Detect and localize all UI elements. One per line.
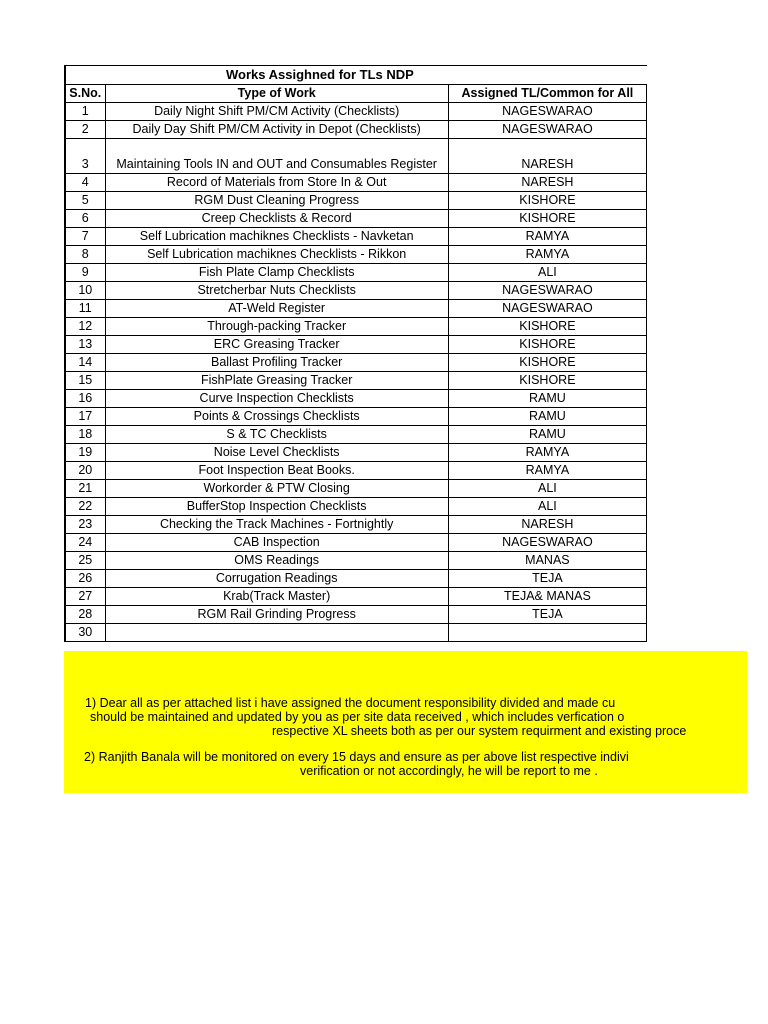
row-assigned-tl-cell: NAGESWARAO bbox=[448, 103, 646, 121]
row-sno-cell: 28 bbox=[65, 606, 105, 624]
table-row bbox=[65, 282, 647, 300]
table-row bbox=[65, 354, 647, 372]
row-work-cell: Curve Inspection Checklists bbox=[105, 390, 448, 408]
row-assigned-tl-cell: NARESH bbox=[448, 174, 646, 192]
table-row bbox=[65, 552, 647, 570]
row-assigned-tl-cell: KISHORE bbox=[448, 318, 646, 336]
row-sno-cell: 12 bbox=[65, 318, 105, 336]
row-work-cell: AT-Weld Register bbox=[105, 300, 448, 318]
row-assigned-tl-cell: KISHORE bbox=[448, 210, 646, 228]
row-assigned-tl-cell: TEJA bbox=[448, 606, 646, 624]
row-sno-cell: 30 bbox=[65, 624, 105, 642]
row-sno-cell: 16 bbox=[65, 390, 105, 408]
row-work-cell: Daily Day Shift PM/CM Activity in Depot (Checklists) bbox=[105, 121, 448, 139]
table-row bbox=[65, 462, 647, 480]
table-row bbox=[65, 103, 647, 121]
table-row bbox=[65, 139, 647, 174]
row-sno-cell: 17 bbox=[65, 408, 105, 426]
row-sno-cell: 10 bbox=[65, 282, 105, 300]
row-sno-cell: 4 bbox=[65, 174, 105, 192]
row-sno-cell: 14 bbox=[65, 354, 105, 372]
row-sno-cell: 8 bbox=[65, 246, 105, 264]
row-work-cell: RGM Dust Cleaning Progress bbox=[105, 192, 448, 210]
table-row bbox=[65, 210, 647, 228]
row-work-cell: Fish Plate Clamp Checklists bbox=[105, 264, 448, 282]
assignment-table bbox=[64, 65, 647, 642]
table-row bbox=[65, 121, 647, 139]
table-row bbox=[65, 498, 647, 516]
row-work-cell bbox=[105, 624, 448, 642]
row-assigned-tl-cell: ALI bbox=[448, 480, 646, 498]
sheet-title: Works Assighned for TLs NDP bbox=[226, 67, 414, 82]
row-sno-cell: 27 bbox=[65, 588, 105, 606]
row-assigned-tl-cell: RAMU bbox=[448, 408, 646, 426]
note-1-line-1: 1) Dear all as per attached list i have assigned the document responsibility divided and made cu bbox=[85, 696, 616, 710]
row-work-cell: OMS Readings bbox=[105, 552, 448, 570]
table-row bbox=[65, 516, 647, 534]
row-sno-cell: 11 bbox=[65, 300, 105, 318]
row-assigned-tl-cell: RAMYA bbox=[448, 228, 646, 246]
row-sno-cell: 24 bbox=[65, 534, 105, 552]
row-work-cell: Creep Checklists & Record bbox=[105, 210, 448, 228]
row-assigned-tl-cell: MANAS bbox=[448, 552, 646, 570]
row-assigned-tl-cell: RAMU bbox=[448, 426, 646, 444]
row-sno-cell: 21 bbox=[65, 480, 105, 498]
row-assigned-tl-cell bbox=[448, 624, 646, 642]
row-work-cell: Ballast Profiling Tracker bbox=[105, 354, 448, 372]
title-row bbox=[65, 66, 647, 85]
sheet-title-cell bbox=[65, 66, 647, 85]
row-sno-cell: 9 bbox=[65, 264, 105, 282]
row-work-cell: Points & Crossings Checklists bbox=[105, 408, 448, 426]
row-work-cell: CAB Inspection bbox=[105, 534, 448, 552]
note-1-line-3: respective XL sheets both as per our system requirment and existing proce bbox=[272, 724, 687, 738]
table-row bbox=[65, 390, 647, 408]
row-work-cell: Through-packing Tracker bbox=[105, 318, 448, 336]
row-assigned-tl-cell: TEJA& MANAS bbox=[448, 588, 646, 606]
row-assigned-tl-cell: NAGESWARAO bbox=[448, 121, 646, 139]
table-row bbox=[65, 606, 647, 624]
note-1-line-2: should be maintained and updated by you as per site data received , which includes verfication o bbox=[90, 710, 625, 724]
row-sno-cell: 1 bbox=[65, 103, 105, 121]
table-row bbox=[65, 300, 647, 318]
header-sno: S.No. bbox=[65, 85, 105, 103]
note-2-line-2: verification or not accordingly, he will be report to me . bbox=[300, 764, 598, 778]
table-row bbox=[65, 534, 647, 552]
table-row bbox=[65, 588, 647, 606]
row-work-cell: Workorder & PTW Closing bbox=[105, 480, 448, 498]
row-sno-cell: 6 bbox=[65, 210, 105, 228]
table-row bbox=[65, 408, 647, 426]
row-sno-cell: 25 bbox=[65, 552, 105, 570]
row-sno-cell: 18 bbox=[65, 426, 105, 444]
notes-highlight-box bbox=[64, 651, 747, 793]
row-assigned-tl-cell: RAMYA bbox=[448, 246, 646, 264]
row-sno-cell: 26 bbox=[65, 570, 105, 588]
row-work-cell: Record of Materials from Store In & Out bbox=[105, 174, 448, 192]
table-row bbox=[65, 372, 647, 390]
row-assigned-tl-cell: KISHORE bbox=[448, 336, 646, 354]
row-sno-cell: 13 bbox=[65, 336, 105, 354]
row-assigned-tl-cell: NAGESWARAO bbox=[448, 282, 646, 300]
row-assigned-tl-cell: NAGESWARAO bbox=[448, 300, 646, 318]
row-assigned-tl-cell: NARESH bbox=[448, 516, 646, 534]
table-row bbox=[65, 246, 647, 264]
row-work-cell: Stretcherbar Nuts Checklists bbox=[105, 282, 448, 300]
row-assigned-tl-cell: NAGESWARAO bbox=[448, 534, 646, 552]
row-assigned-tl-cell: NARESH bbox=[448, 139, 646, 174]
row-assigned-tl-cell: ALI bbox=[448, 498, 646, 516]
row-sno-cell: 3 bbox=[65, 139, 105, 174]
row-sno-cell: 15 bbox=[65, 372, 105, 390]
header-row bbox=[65, 85, 647, 103]
row-work-cell: Self Lubrication machiknes Checklists - Navketan bbox=[105, 228, 448, 246]
row-work-cell: ERC Greasing Tracker bbox=[105, 336, 448, 354]
row-work-cell: FishPlate Greasing Tracker bbox=[105, 372, 448, 390]
header-type-of-work: Type of Work bbox=[105, 85, 448, 103]
note-2-line-1: 2) Ranjith Banala will be monitored on every 15 days and ensure as per above list respective indivi bbox=[84, 750, 629, 764]
row-sno-cell: 2 bbox=[65, 121, 105, 139]
row-work-cell: Checking the Track Machines - Fortnightly bbox=[105, 516, 448, 534]
row-work-cell: Noise Level Checklists bbox=[105, 444, 448, 462]
row-sno-cell: 19 bbox=[65, 444, 105, 462]
table-row bbox=[65, 570, 647, 588]
table-row bbox=[65, 426, 647, 444]
table-row bbox=[65, 174, 647, 192]
row-work-cell: S & TC Checklists bbox=[105, 426, 448, 444]
table-row bbox=[65, 336, 647, 354]
row-work-cell: Self Lubrication machiknes Checklists - Rikkon bbox=[105, 246, 448, 264]
row-assigned-tl-cell: KISHORE bbox=[448, 354, 646, 372]
header-assigned-tl: Assigned TL/Common for All bbox=[448, 85, 646, 103]
row-work-cell: Maintaining Tools IN and OUT and Consumables Register bbox=[105, 139, 448, 174]
table-row bbox=[65, 624, 647, 642]
table-row bbox=[65, 192, 647, 210]
row-assigned-tl-cell: RAMYA bbox=[448, 444, 646, 462]
table-row bbox=[65, 228, 647, 246]
row-assigned-tl-cell: RAMU bbox=[448, 390, 646, 408]
row-work-cell: Foot Inspection Beat Books. bbox=[105, 462, 448, 480]
row-assigned-tl-cell: ALI bbox=[448, 264, 646, 282]
row-work-cell: Daily Night Shift PM/CM Activity (Checklists) bbox=[105, 103, 448, 121]
assignment-sheet bbox=[64, 65, 647, 642]
table-row bbox=[65, 480, 647, 498]
row-sno-cell: 5 bbox=[65, 192, 105, 210]
row-sno-cell: 22 bbox=[65, 498, 105, 516]
row-work-cell: BufferStop Inspection Checklists bbox=[105, 498, 448, 516]
row-sno-cell: 20 bbox=[65, 462, 105, 480]
row-work-cell: Corrugation Readings bbox=[105, 570, 448, 588]
row-sno-cell: 7 bbox=[65, 228, 105, 246]
row-work-cell: RGM Rail Grinding Progress bbox=[105, 606, 448, 624]
row-assigned-tl-cell: KISHORE bbox=[448, 192, 646, 210]
table-row bbox=[65, 264, 647, 282]
row-assigned-tl-cell: RAMYA bbox=[448, 462, 646, 480]
table-row bbox=[65, 444, 647, 462]
row-work-cell: Krab(Track Master) bbox=[105, 588, 448, 606]
row-sno-cell: 23 bbox=[65, 516, 105, 534]
table-row bbox=[65, 318, 647, 336]
row-assigned-tl-cell: KISHORE bbox=[448, 372, 646, 390]
row-assigned-tl-cell: TEJA bbox=[448, 570, 646, 588]
